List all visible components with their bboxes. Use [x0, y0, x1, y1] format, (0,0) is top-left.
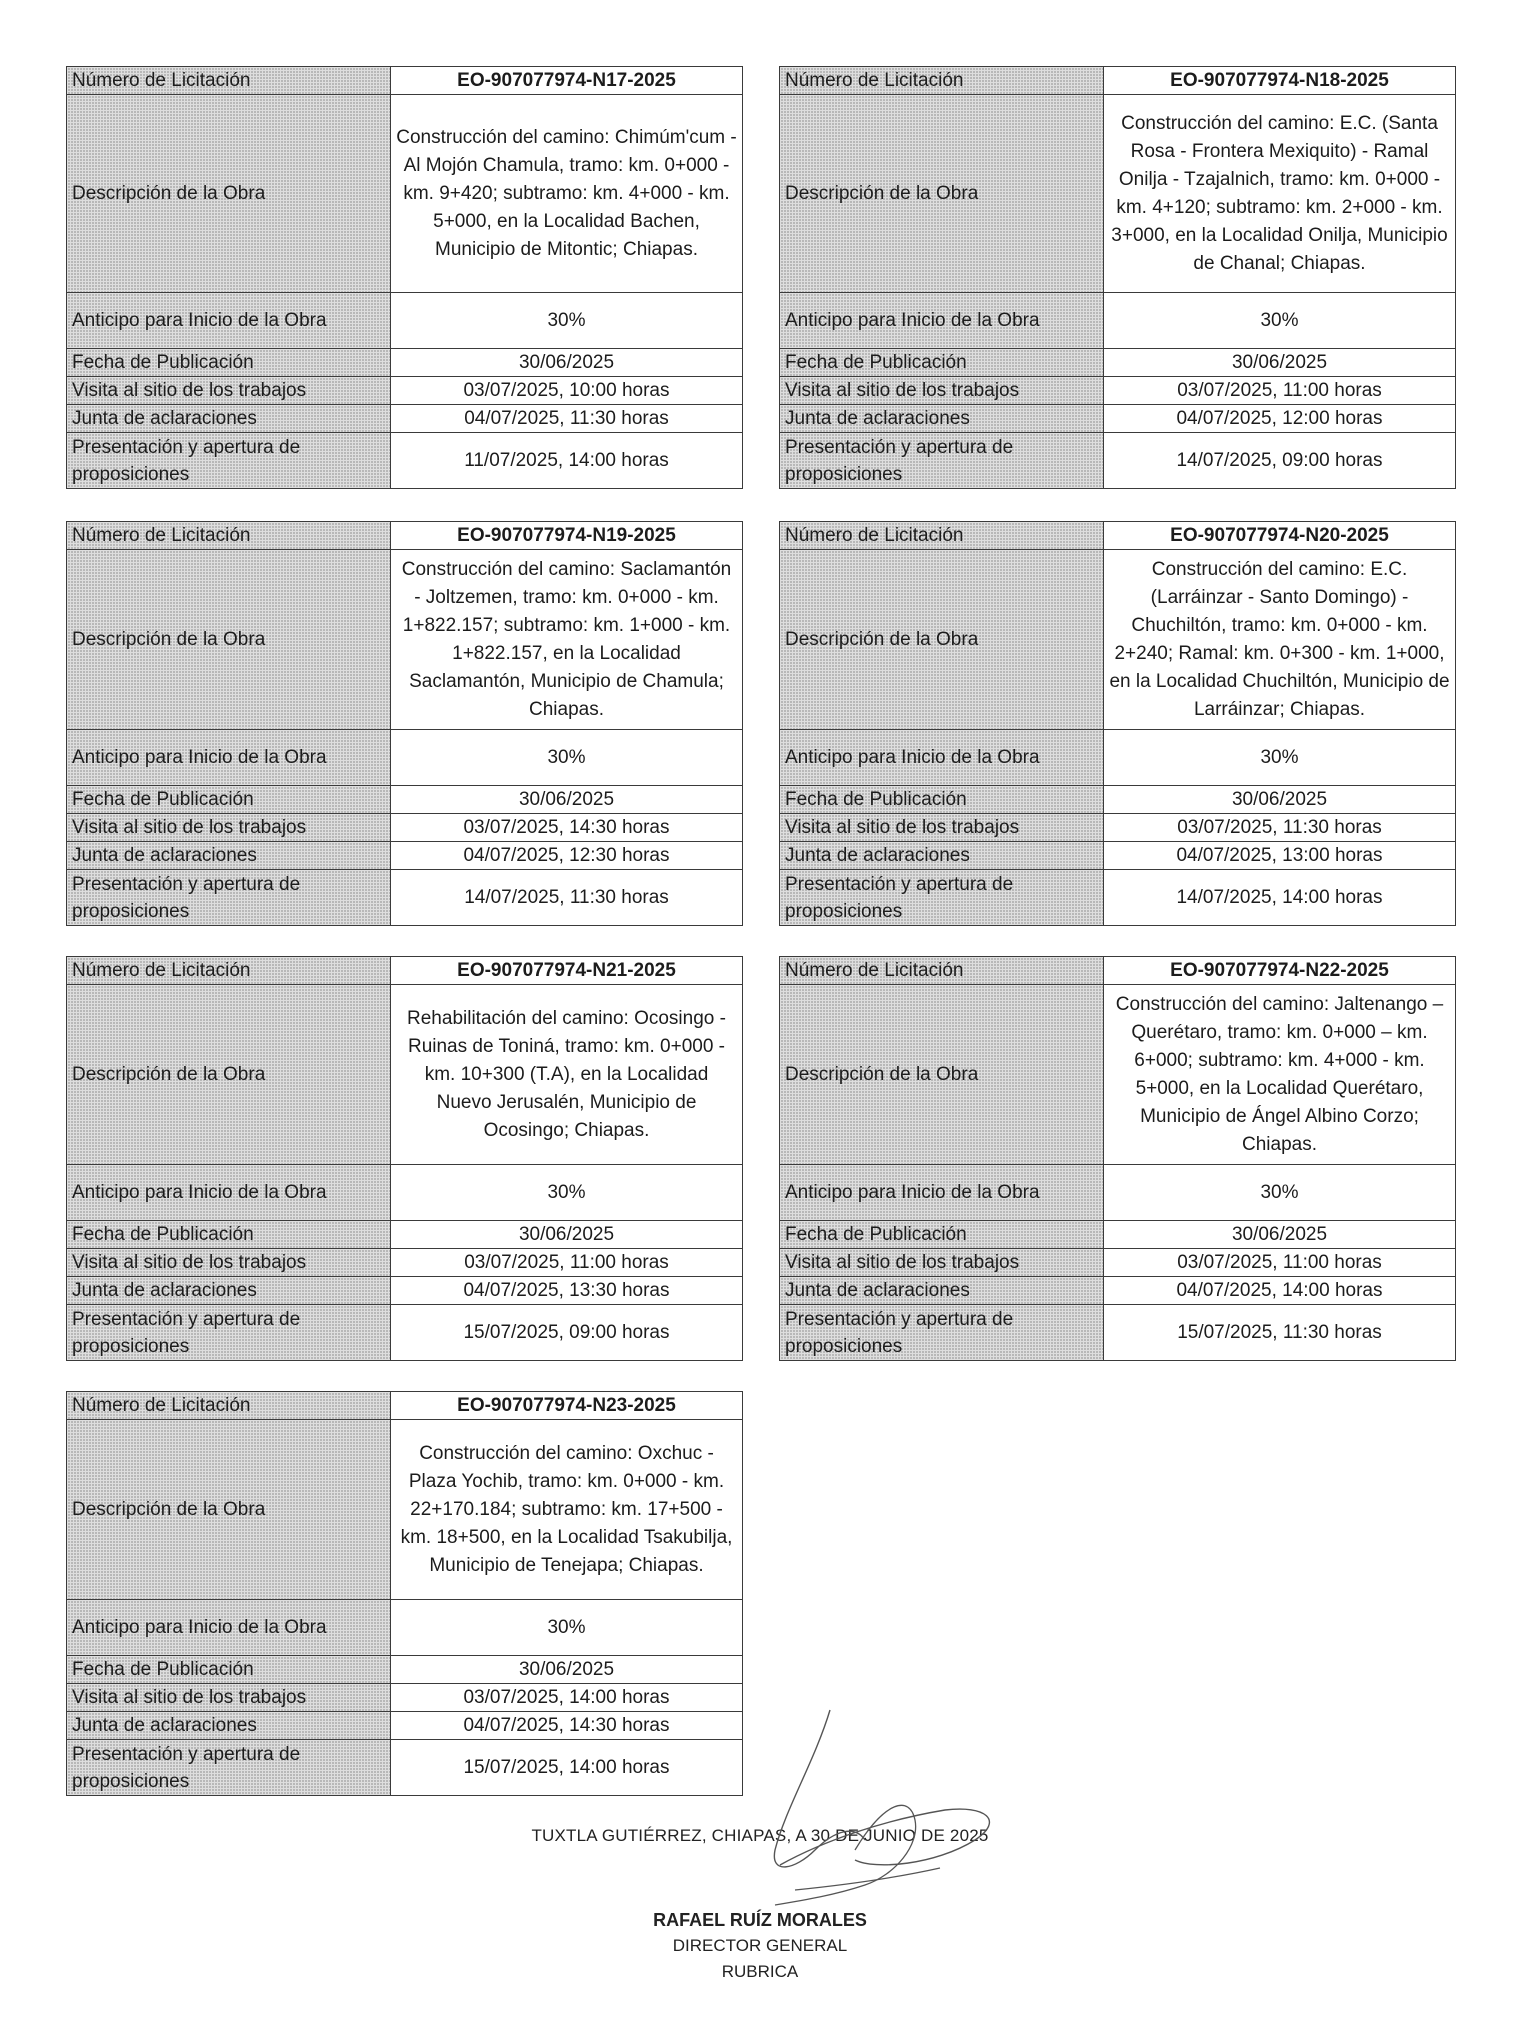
- label-fecha-publicacion: Fecha de Publicación: [67, 786, 391, 814]
- label-descripcion: Descripción de la Obra: [67, 1420, 391, 1600]
- label-anticipo: Anticipo para Inicio de la Obra: [67, 293, 391, 349]
- label-numero: Número de Licitación: [780, 522, 1104, 550]
- label-presentacion: Presentación y apertura de proposiciones: [67, 433, 391, 489]
- rubrica-label: RUBRICA: [721, 1962, 799, 1981]
- anticipo-value: 30%: [391, 1165, 743, 1221]
- label-descripcion: Descripción de la Obra: [780, 550, 1104, 730]
- label-presentacion: Presentación y apertura de proposiciones: [67, 1305, 391, 1361]
- label-visita: Visita al sitio de los trabajos: [67, 377, 391, 405]
- label-fecha-publicacion: Fecha de Publicación: [780, 786, 1104, 814]
- label-descripcion: Descripción de la Obra: [67, 550, 391, 730]
- anticipo-value: 30%: [391, 293, 743, 349]
- place-and-date: TUXTLA GUTIÉRREZ, CHIAPAS, A 30 DE JUNIO DE 2025: [531, 1826, 989, 1845]
- label-anticipo: Anticipo para Inicio de la Obra: [67, 1600, 391, 1656]
- licitacion-table: [66, 521, 743, 926]
- label-numero: Número de Licitación: [780, 67, 1104, 95]
- label-numero: Número de Licitación: [67, 67, 391, 95]
- label-anticipo: Anticipo para Inicio de la Obra: [780, 1165, 1104, 1221]
- licitacion-numero: EO-907077974-N23-2025: [391, 1392, 743, 1420]
- junta-value: 04/07/2025, 12:30 horas: [391, 842, 743, 870]
- licitacion-numero: EO-907077974-N22-2025: [1104, 957, 1456, 985]
- label-junta: Junta de aclaraciones: [67, 1712, 391, 1740]
- fecha-publicacion-value: 30/06/2025: [391, 786, 743, 814]
- anticipo-value: 30%: [391, 730, 743, 786]
- signer-role: DIRECTOR GENERAL: [672, 1936, 848, 1955]
- label-descripcion: Descripción de la Obra: [67, 985, 391, 1165]
- fecha-publicacion-value: 30/06/2025: [1104, 349, 1456, 377]
- licitacion-table: [66, 956, 743, 1361]
- label-fecha-publicacion: Fecha de Publicación: [780, 349, 1104, 377]
- junta-value: 04/07/2025, 14:30 horas: [391, 1712, 743, 1740]
- obra-descripcion: Construcción del camino: E.C. (Santa Rosa - Frontera Mexiquito) - Ramal Onilja - Tzajalnich, tramo: km. 0+000 - km. 4+120; subtramo: km. 2+000 - km. 3+000, en la Localidad Onilja, Municipio de Chanal; Chiapas.: [1104, 95, 1456, 293]
- obra-descripcion: Construcción del camino: E.C. (Larráinzar - Santo Domingo) - Chuchiltón, tramo: km. 0+000 - km. 2+240; Ramal: km. 0+300 - km. 1+000, en la Localidad Chuchiltón, Municipio de Larráinzar; Chiapas.: [1104, 550, 1456, 730]
- label-visita: Visita al sitio de los trabajos: [780, 377, 1104, 405]
- visita-value: 03/07/2025, 14:00 horas: [391, 1684, 743, 1712]
- obra-descripcion: Construcción del camino: Chimúm'cum - Al Mojón Chamula, tramo: km. 0+000 - km. 9+420; subtramo: km. 4+000 - km. 5+000, en la Localidad Bachen, Municipio de Mitontic; Chiapas.: [391, 95, 743, 293]
- anticipo-value: 30%: [391, 1600, 743, 1656]
- label-descripcion: Descripción de la Obra: [780, 985, 1104, 1165]
- label-junta: Junta de aclaraciones: [780, 1277, 1104, 1305]
- junta-value: 04/07/2025, 13:00 horas: [1104, 842, 1456, 870]
- presentacion-value: 15/07/2025, 09:00 horas: [391, 1305, 743, 1361]
- label-fecha-publicacion: Fecha de Publicación: [67, 1221, 391, 1249]
- label-anticipo: Anticipo para Inicio de la Obra: [67, 730, 391, 786]
- label-visita: Visita al sitio de los trabajos: [67, 814, 391, 842]
- label-numero: Número de Licitación: [780, 957, 1104, 985]
- handwritten-signature: [735, 1700, 1035, 1930]
- label-presentacion: Presentación y apertura de proposiciones: [67, 870, 391, 926]
- label-visita: Visita al sitio de los trabajos: [780, 1249, 1104, 1277]
- label-presentacion: Presentación y apertura de proposiciones: [67, 1740, 391, 1796]
- licitacion-table: [66, 66, 743, 489]
- label-presentacion: Presentación y apertura de proposiciones: [780, 433, 1104, 489]
- anticipo-value: 30%: [1104, 1165, 1456, 1221]
- licitacion-table: [66, 1391, 743, 1796]
- obra-descripcion: Construcción del camino: Jaltenango – Querétaro, tramo: km. 0+000 – km. 6+000; subtramo: km. 4+000 - km. 5+000, en la Localidad Querétaro, Municipio de Ángel Albino Corzo; Chiapas.: [1104, 985, 1456, 1165]
- signer-name: RAFAEL RUÍZ MORALES: [653, 1910, 867, 1930]
- label-fecha-publicacion: Fecha de Publicación: [67, 1656, 391, 1684]
- licitacion-table: [779, 521, 1456, 926]
- visita-value: 03/07/2025, 11:00 horas: [391, 1249, 743, 1277]
- label-numero: Número de Licitación: [67, 957, 391, 985]
- fecha-publicacion-value: 30/06/2025: [1104, 786, 1456, 814]
- presentacion-value: 11/07/2025, 14:00 horas: [391, 433, 743, 489]
- label-visita: Visita al sitio de los trabajos: [780, 814, 1104, 842]
- label-descripcion: Descripción de la Obra: [780, 95, 1104, 293]
- fecha-publicacion-value: 30/06/2025: [391, 1656, 743, 1684]
- junta-value: 04/07/2025, 11:30 horas: [391, 405, 743, 433]
- visita-value: 03/07/2025, 11:00 horas: [1104, 377, 1456, 405]
- visita-value: 03/07/2025, 11:30 horas: [1104, 814, 1456, 842]
- label-numero: Número de Licitación: [67, 1392, 391, 1420]
- licitacion-numero: EO-907077974-N17-2025: [391, 67, 743, 95]
- label-anticipo: Anticipo para Inicio de la Obra: [67, 1165, 391, 1221]
- label-anticipo: Anticipo para Inicio de la Obra: [780, 730, 1104, 786]
- licitacion-table: [779, 66, 1456, 489]
- licitacion-numero: EO-907077974-N20-2025: [1104, 522, 1456, 550]
- fecha-publicacion-value: 30/06/2025: [391, 349, 743, 377]
- label-presentacion: Presentación y apertura de proposiciones: [780, 870, 1104, 926]
- presentacion-value: 14/07/2025, 11:30 horas: [391, 870, 743, 926]
- licitacion-numero: EO-907077974-N19-2025: [391, 522, 743, 550]
- visita-value: 03/07/2025, 10:00 horas: [391, 377, 743, 405]
- label-presentacion: Presentación y apertura de proposiciones: [780, 1305, 1104, 1361]
- licitacion-numero: EO-907077974-N18-2025: [1104, 67, 1456, 95]
- presentacion-value: 15/07/2025, 14:00 horas: [391, 1740, 743, 1796]
- visita-value: 03/07/2025, 14:30 horas: [391, 814, 743, 842]
- label-numero: Número de Licitación: [67, 522, 391, 550]
- label-junta: Junta de aclaraciones: [780, 405, 1104, 433]
- label-junta: Junta de aclaraciones: [780, 842, 1104, 870]
- label-junta: Junta de aclaraciones: [67, 1277, 391, 1305]
- label-fecha-publicacion: Fecha de Publicación: [67, 349, 391, 377]
- label-anticipo: Anticipo para Inicio de la Obra: [780, 293, 1104, 349]
- anticipo-value: 30%: [1104, 293, 1456, 349]
- label-descripcion: Descripción de la Obra: [67, 95, 391, 293]
- presentacion-value: 14/07/2025, 09:00 horas: [1104, 433, 1456, 489]
- junta-value: 04/07/2025, 13:30 horas: [391, 1277, 743, 1305]
- label-junta: Junta de aclaraciones: [67, 842, 391, 870]
- fecha-publicacion-value: 30/06/2025: [1104, 1221, 1456, 1249]
- visita-value: 03/07/2025, 11:00 horas: [1104, 1249, 1456, 1277]
- junta-value: 04/07/2025, 12:00 horas: [1104, 405, 1456, 433]
- obra-descripcion: Rehabilitación del camino: Ocosingo - Ruinas de Toniná, tramo: km. 0+000 - km. 10+300 (T.A), en la Localidad Nuevo Jerusalén, Municipio de Ocosingo; Chiapas.: [391, 985, 743, 1165]
- obra-descripcion: Construcción del camino: Oxchuc - Plaza Yochib, tramo: km. 0+000 - km. 22+170.184; subtramo: km. 17+500 - km. 18+500, en la Localidad Tsakubilja, Municipio de Tenejapa; Chiapas.: [391, 1420, 743, 1600]
- presentacion-value: 14/07/2025, 14:00 horas: [1104, 870, 1456, 926]
- label-junta: Junta de aclaraciones: [67, 405, 391, 433]
- licitacion-numero: EO-907077974-N21-2025: [391, 957, 743, 985]
- licitacion-table: [779, 956, 1456, 1361]
- fecha-publicacion-value: 30/06/2025: [391, 1221, 743, 1249]
- anticipo-value: 30%: [1104, 730, 1456, 786]
- obra-descripcion: Construcción del camino: Saclamantón - Joltzemen, tramo: km. 0+000 - km. 1+822.157; subtramo: km. 1+000 - km. 1+822.157, en la Localidad Saclamantón, Municipio de Chamula; Chiapas.: [391, 550, 743, 730]
- presentacion-value: 15/07/2025, 11:30 horas: [1104, 1305, 1456, 1361]
- label-visita: Visita al sitio de los trabajos: [67, 1249, 391, 1277]
- label-visita: Visita al sitio de los trabajos: [67, 1684, 391, 1712]
- junta-value: 04/07/2025, 14:00 horas: [1104, 1277, 1456, 1305]
- label-fecha-publicacion: Fecha de Publicación: [780, 1221, 1104, 1249]
